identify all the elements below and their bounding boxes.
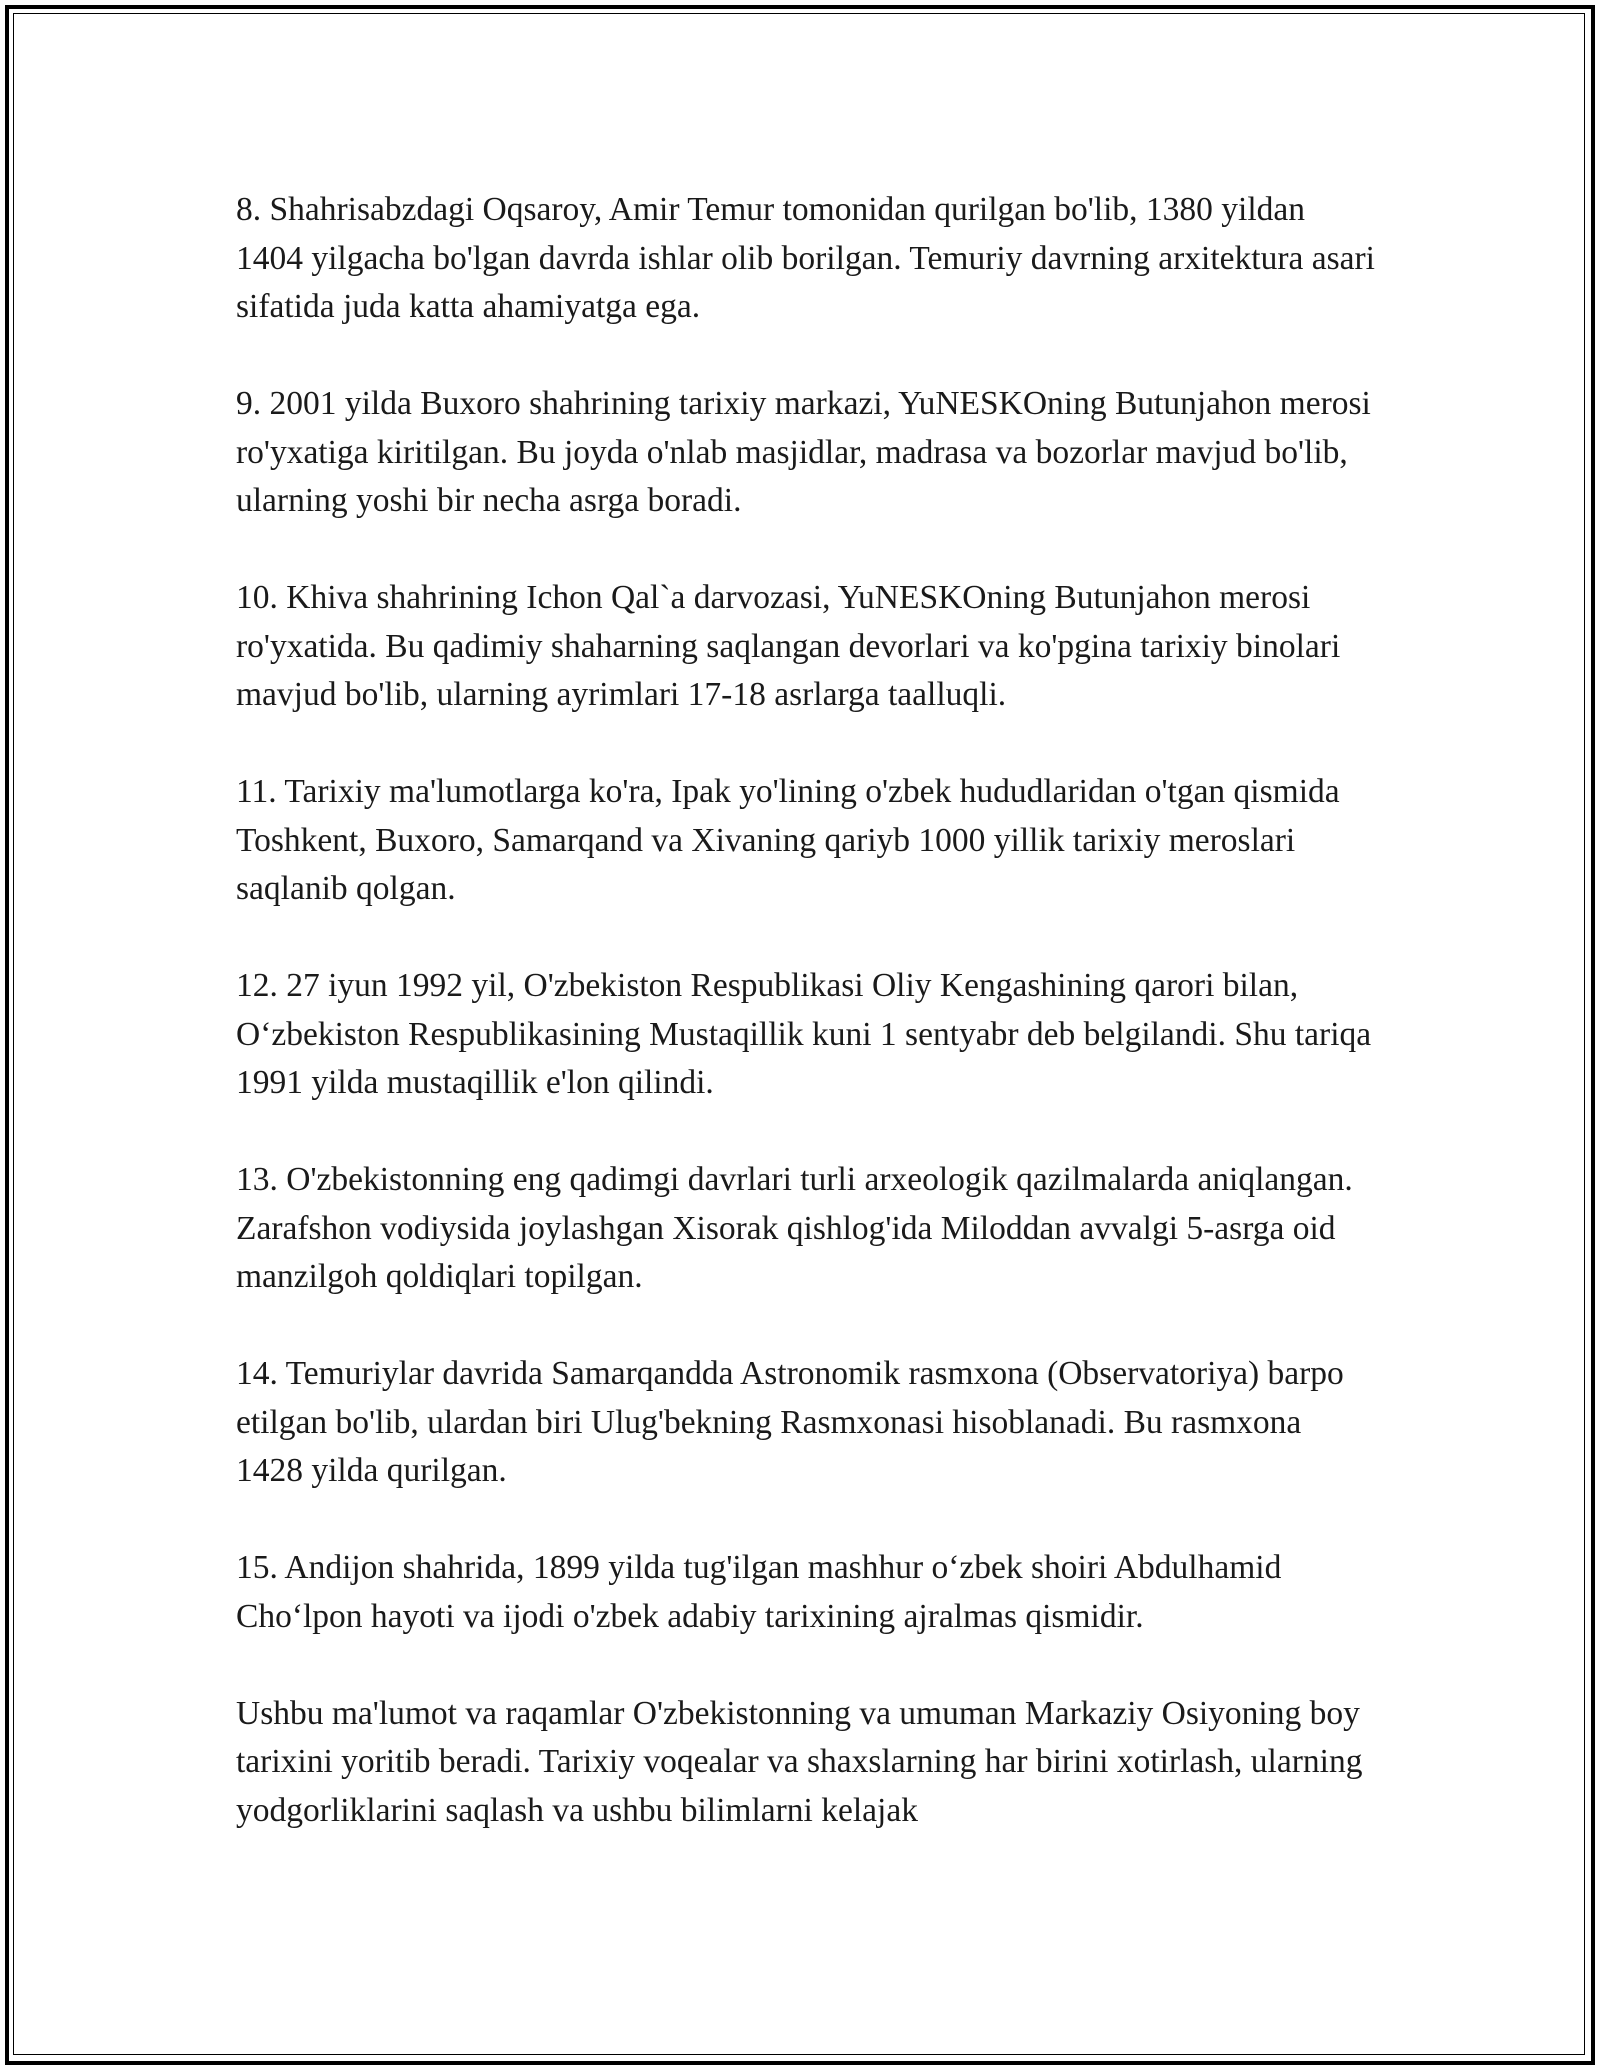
paragraph-item-12: 12. 27 iyun 1992 yil, O'zbekiston Respublikasi Oliy Kengashining qarori bilan, O‘zbekiston Respublikasining Mustaqillik kuni 1 sentyabr deb belgilandi. Shu tariqa 1991 yilda mustaqillik e'lon qilindi.	[236, 967, 1372, 1101]
paragraph-item-15: 15. Andijon shahrida, 1899 yilda tug'ilgan mashhur o‘zbek shoiri Abdulhamid Cho‘lpon hayoti va ijodi o'zbek adabiy tarixining ajralmas qismidir.	[236, 1549, 1282, 1635]
paragraph-item-14: 14. Temuriylar davrida Samarqandda Astronomik rasmxona (Observatoriya) barpo etilgan bo'lib, ulardan biri Ulug'bekning Rasmxonasi hisoblanadi. Bu rasmxona 1428 yilda qurilgan.	[236, 1355, 1344, 1489]
document-body	[236, 186, 1376, 1884]
paragraph-item-10: 10. Khiva shahrining Ichon Qal`a darvozasi, YuNESKOning Butunjahon merosi ro'yxatida. Bu qadimiy shaharning saqlangan devorlari va ko'pgina tarixiy binolari mavjud bo'lib, ularning ayrimlari 17-18 asrlarga taalluqli.	[236, 579, 1341, 713]
paragraph-item-13: 13. O'zbekistonning eng qadimgi davrlari turli arxeologik qazilmalarda aniqlangan. Zarafshon vodiysida joylashgan Xisorak qishlog'ida Miloddan avvalgi 5-asrga oid manzilgoh qoldiqlari topilgan.	[236, 1161, 1353, 1295]
paragraph-item-9: 9. 2001 yilda Buxoro shahrining tarixiy markazi, YuNESKOning Butunjahon merosi ro'yxatiga kiritilgan. Bu joyda o'nlab masjidlar, madrasa va bozorlar mavjud bo'lib, ularning yoshi bir necha asrga boradi.	[236, 385, 1371, 519]
closing-paragraph: Ushbu ma'lumot va raqamlar O'zbekistonning va umuman Markaziy Osiyoning boy tarixini yoritib beradi. Tarixiy voqealar va shaxslarning har birini xotirlash, ularning yodgorliklarini saqlash va ushbu bilimlarni kelajak	[236, 1694, 1363, 1829]
paragraph-item-11: 11. Tarixiy ma'lumotlarga ko'ra, Ipak yo'lining o'zbek hududlaridan o'tgan qismida Toshkent, Buxoro, Samarqand va Xivaning qariyb 1000 yillik tarixiy meroslari saqlanib qolgan.	[236, 773, 1340, 907]
paragraph-item-8: 8. Shahrisabzdagi Oqsaroy, Amir Temur tomonidan qurilgan bo'lib, 1380 yildan 1404 yilgacha bo'lgan davrda ishlar olib borilgan. Temuriy davrning arxitektura asari sifatida juda katta ahamiyatga ega.	[236, 191, 1375, 325]
